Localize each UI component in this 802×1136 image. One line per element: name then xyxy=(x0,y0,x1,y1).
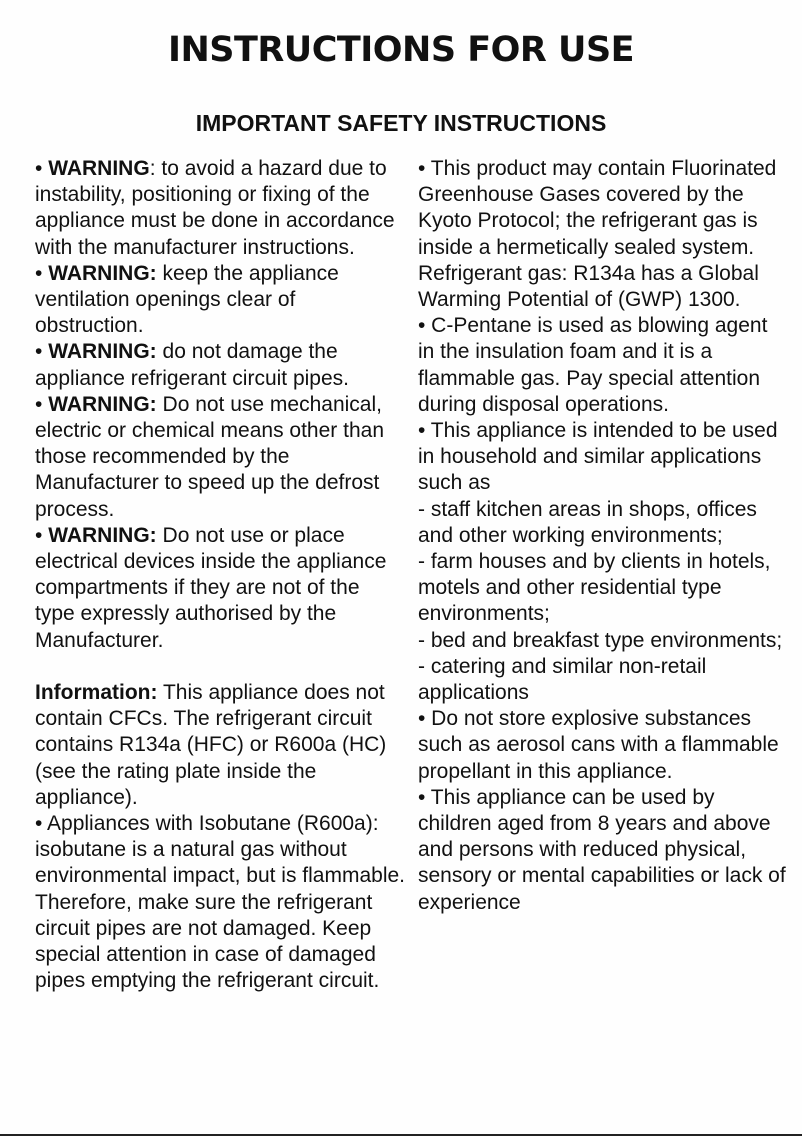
warning-stability: • WARNING: to avoid a hazard due to instability, positioning or fixing of the appliance must be done in accordance with the manufacturer instructions. xyxy=(35,157,395,259)
left-column xyxy=(35,156,405,994)
use-item-catering: - catering and similar non-retail applications xyxy=(418,654,707,705)
children-paragraph: • This appliance can be used by children aged from 8 years and above and persons with reduced physical, sensory or mental capabilities or lack of experience xyxy=(418,785,786,914)
information-paragraph: Information: This appliance does not contain CFCs. The refrigerant circuit contains R134a (HFC) or R600a (HC) (see the rating plate inside the appliance). xyxy=(35,681,387,809)
isobutane-paragraph: • Appliances with Isobutane (R600a): isobutane is a natural gas without environmental impact, but is flammable. Therefore, make sure the refrigerant circuit pipes are not damaged. Keep special attention in case of damaged pipes emptying the refrigerant circuit. xyxy=(35,812,405,993)
c-pentane-paragraph: • C-Pentane is used as blowing agent in the insulation foam and it is a flammable gas. Pay special attention during disposal operations. xyxy=(418,314,768,416)
use-item-farm-houses: - farm houses and by clients in hotels, motels and other residential type environments; xyxy=(418,550,771,626)
explosive-substances-paragraph: • Do not store explosive substances such as aerosol cans with a flammable propellant in this appliance. xyxy=(418,707,779,783)
warning-electrical: • WARNING: Do not use or place electrical devices inside the appliance compartments if they are not of the type expressly authorised by the Manufacturer. xyxy=(35,523,387,652)
intended-use-paragraph: • This appliance is intended to be used in household and similar applications such as xyxy=(418,419,778,495)
warning-ventilation: • WARNING: keep the appliance ventilation openings clear of obstruction. xyxy=(35,261,339,338)
page-title: INSTRUCTIONS FOR USE xyxy=(167,30,635,70)
section-title: IMPORTANT SAFETY INSTRUCTIONS xyxy=(195,110,607,136)
right-column xyxy=(418,156,788,916)
fluorinated-gases-paragraph: • This product may contain Fluorinated Greenhouse Gases covered by the Kyoto Protocol; the refrigerant gas is inside a hermetically sealed system. xyxy=(418,157,777,259)
use-item-staff-kitchen: - staff kitchen areas in shops, offices and other working environments; xyxy=(418,497,757,547)
use-item-bed-breakfast: - bed and breakfast type environments; xyxy=(418,628,783,652)
warning-defrost: • WARNING: Do not use mechanical, electric or chemical means other than those recommended by the Manufacturer to speed up the defrost process. xyxy=(35,392,384,521)
refrigerant-gas-paragraph: Refrigerant gas: R134a has a Global Warming Potential of (GWP) 1300. xyxy=(418,261,759,312)
warning-pipes: • WARNING: do not damage the appliance refrigerant circuit pipes. xyxy=(35,340,349,390)
spacer xyxy=(35,654,405,680)
